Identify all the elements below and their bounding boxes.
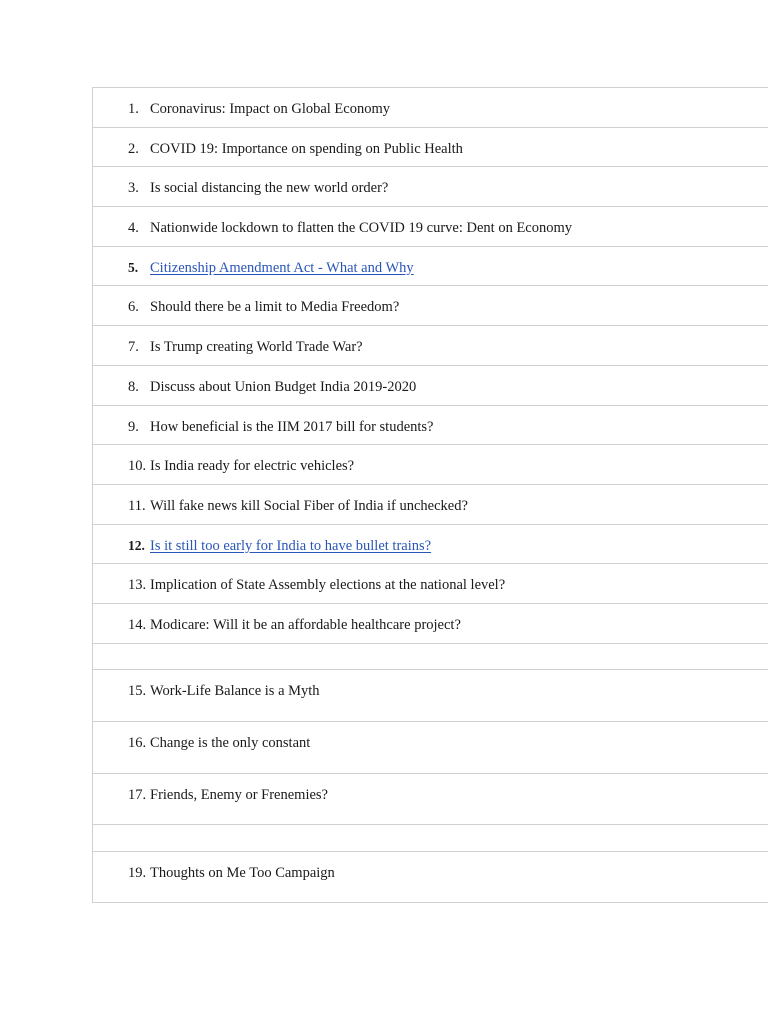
table-row [93,88,768,128]
item-number: 12. [128,537,145,553]
topic-text: Is Trump creating World Trade War? [150,339,363,356]
topic-text: Will fake news kill Social Fiber of India if unchecked? [150,497,468,514]
topic-text: Discuss about Union Budget India 2019-2020 [150,378,417,395]
table-row [93,445,768,485]
table-row-empty [93,825,768,852]
table-row [93,247,768,287]
item-number: 10. [128,458,147,475]
item-number: 5. [128,259,139,275]
table-row [93,286,768,326]
item-number: 13. [128,577,147,594]
topic-text: Should there be a limit to Media Freedom? [150,299,400,316]
item-number: 2. [128,140,139,157]
item-number: 17. [128,786,147,803]
item-number: 9. [128,418,139,435]
topic-text: Work-Life Balance is a Myth [150,683,320,700]
topic-text: How beneficial is the IIM 2017 bill for students? [150,418,434,435]
item-number: 11. [128,497,146,514]
item-number: 19. [128,864,147,881]
table-row [93,207,768,247]
topic-text: Modicare: Will it be an affordable healthcare project? [150,616,461,633]
table-row [93,406,768,446]
table-row [93,525,768,565]
item-number: 4. [128,220,139,237]
topic-text: Change is the only constant [150,734,311,751]
item-number: 15. [128,683,147,700]
topic-text: COVID 19: Importance on spending on Public Health [150,140,463,157]
table-row [93,774,768,826]
topic-text: Friends, Enemy or Frenemies? [150,786,328,803]
table-row [93,670,768,722]
topic-link-bullet-trains[interactable]: Is it still too early for India to have bullet trains? [150,537,432,554]
item-number: 14. [128,616,147,633]
topic-text: Implication of State Assembly elections at the national level? [150,577,506,594]
topic-link-citizenship-amendment-act[interactable]: Citizenship Amendment Act - What and Why [150,259,414,276]
table-row [93,366,768,406]
topic-text: Is India ready for electric vehicles? [150,458,355,475]
topic-text: Is social distancing the new world order? [150,180,389,197]
table-row [93,128,768,168]
table-row [93,564,768,604]
item-number: 3. [128,180,139,197]
table-row [93,604,768,644]
topic-text: Coronavirus: Impact on Global Economy [150,101,391,117]
topics-table [92,87,768,903]
table-row [93,485,768,525]
item-number: 16. [128,734,147,751]
item-number: 7. [128,339,139,356]
item-number: 1. [128,101,139,117]
table-row [93,167,768,207]
topic-text: Nationwide lockdown to flatten the COVID 19 curve: Dent on Economy [150,220,573,237]
item-number: 8. [128,378,139,395]
table-row [93,326,768,366]
table-row-empty [93,644,768,671]
table-row [93,852,768,904]
table-row [93,722,768,774]
item-number: 6. [128,299,139,316]
topic-text: Thoughts on Me Too Campaign [150,864,335,881]
